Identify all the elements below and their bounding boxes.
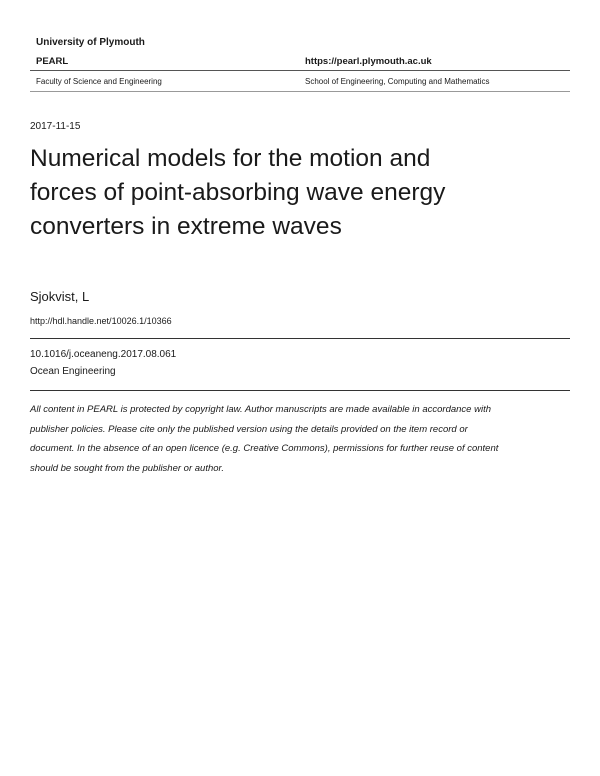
notice-line: publisher policies. Please cite only the published version using the details provided on the item record or	[30, 423, 468, 435]
notice-line: should be sought from the publisher or author.	[30, 462, 224, 474]
title-line: Numerical models for the motion and	[30, 145, 431, 172]
paper-title	[30, 142, 570, 244]
journal-name: Ocean Engineering	[30, 366, 116, 377]
citation-divider-bottom	[30, 390, 570, 391]
notice-line: All content in PEARL is protected by copyright law. Author manuscripts are made available in accordance with	[30, 404, 491, 415]
school-name: School of Engineering, Computing and Mathematics	[305, 77, 490, 86]
author: Sjokvist, L	[30, 289, 90, 304]
header-divider	[30, 70, 570, 71]
title-line: forces of point-absorbing wave energy	[30, 179, 446, 206]
institution-name: University of Plymouth	[36, 37, 145, 48]
copyright-notice	[30, 400, 570, 478]
repository-url-link[interactable]: https://pearl.plymouth.ac.uk	[305, 56, 432, 67]
citation-divider-top	[30, 338, 570, 339]
faculty-name: Faculty of Science and Engineering	[36, 77, 162, 86]
repository-name: PEARL	[36, 56, 69, 67]
publication-date: 2017-11-15	[30, 121, 81, 132]
title-line: converters in extreme waves	[30, 213, 342, 240]
subheader-divider	[30, 91, 570, 92]
doi-link[interactable]: 10.1016/j.oceaneng.2017.08.061	[30, 349, 177, 360]
notice-line: document. In the absence of an open licence (e.g. Creative Commons), permissions for further reuse of content	[30, 443, 499, 454]
handle-link[interactable]: http://hdl.handle.net/10026.1/10366	[30, 316, 172, 326]
